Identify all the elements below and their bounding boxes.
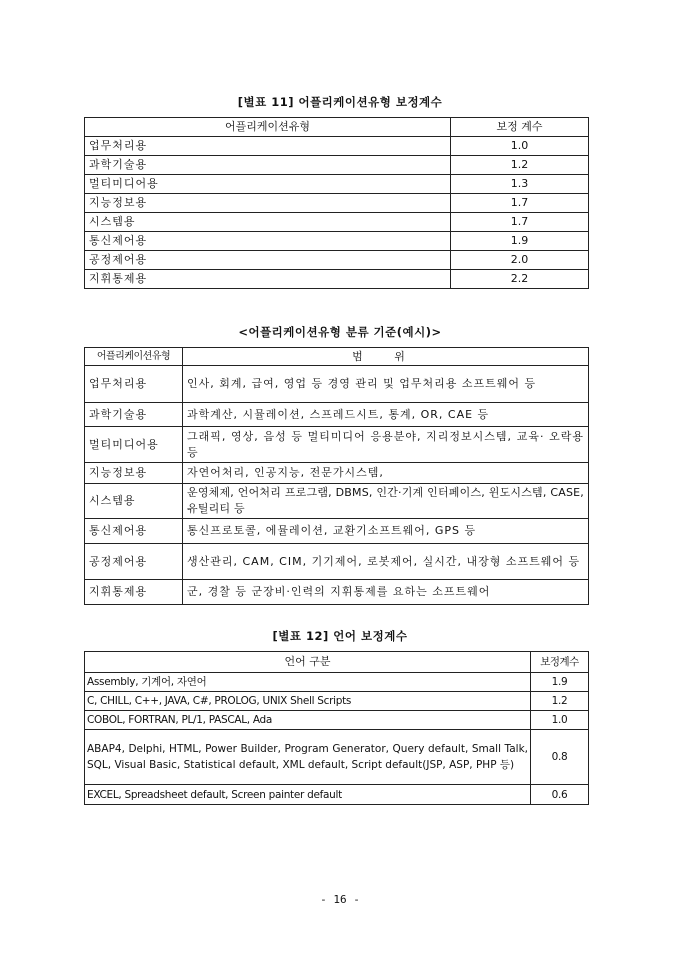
cell-type: 통신제어용	[85, 519, 183, 544]
cell-languages: EXCEL, Spreadsheet default, Screen painter default	[85, 785, 531, 805]
table11-application-type-factor	[84, 117, 589, 289]
table-row	[85, 519, 589, 544]
table-row	[85, 213, 589, 232]
table-row	[85, 366, 589, 403]
cell-factor: 1.9	[531, 673, 589, 692]
table-header-row	[85, 348, 589, 366]
cell-factor: 1.0	[531, 711, 589, 730]
table-row	[85, 785, 589, 805]
cell-languages: ABAP4, Delphi, HTML, Power Builder, Program Generator, Query default, Small Talk, SQL, Visual Basic, Statistical default, XML default, Script default(JSP, ASP, PHP 등)	[85, 730, 531, 785]
cell-type: 업무처리용	[85, 137, 451, 156]
table-row	[85, 403, 589, 427]
table-header-row	[85, 118, 589, 137]
table-row	[85, 484, 589, 519]
table-row	[85, 156, 589, 175]
cell-type: 통신제어용	[85, 232, 451, 251]
cell-languages: COBOL, FORTRAN, PL/1, PASCAL, Ada	[85, 711, 531, 730]
cell-factor: 1.2	[451, 156, 589, 175]
cell-factor: 0.6	[531, 785, 589, 805]
table-row	[85, 232, 589, 251]
cell-factor: 1.3	[451, 175, 589, 194]
cell-range: 생산관리, CAM, CIM, 기기제어, 로봇제어, 실시간, 내장형 소프트웨어 등	[183, 544, 589, 580]
cell-range: 군, 경찰 등 군장비·인력의 지휘통제를 요하는 소프트웨어	[183, 580, 589, 605]
cell-range: 운영체제, 언어처리 프로그램, DBMS, 인간·기계 인터페이스, 윈도시스템, CASE, 유틸리티 등	[183, 484, 589, 519]
header-language: 언어 구분	[85, 652, 531, 673]
cell-type: 지휘통제용	[85, 580, 183, 605]
header-application-type: 어플리케이션유형	[85, 118, 451, 137]
table-row	[85, 427, 589, 463]
cell-range: 자연어처리, 인공지능, 전문가시스템,	[183, 463, 589, 484]
header-range	[183, 348, 589, 366]
table-row	[85, 175, 589, 194]
header-range-text: 범 위	[352, 349, 419, 363]
cell-range: 인사, 회계, 급여, 영업 등 경영 관리 및 업무처리용 소프트웨어 등	[183, 366, 589, 403]
cell-factor: 1.7	[451, 194, 589, 213]
cell-range: 통신프로토콜, 에뮬레이션, 교환기소프트웨어, GPS 등	[183, 519, 589, 544]
table-row	[85, 251, 589, 270]
cell-factor: 1.7	[451, 213, 589, 232]
cell-type: 과학기술용	[85, 403, 183, 427]
table-row	[85, 711, 589, 730]
table-row	[85, 463, 589, 484]
header-factor: 보정 계수	[451, 118, 589, 137]
table-row	[85, 270, 589, 289]
cell-range: 과학계산, 시뮬레이션, 스프레드시트, 통계, OR, CAE 등	[183, 403, 589, 427]
cell-type: 공정제어용	[85, 544, 183, 580]
cell-factor: 1.2	[531, 692, 589, 711]
table-row	[85, 137, 589, 156]
cell-factor: 2.0	[451, 251, 589, 270]
cell-factor: 2.2	[451, 270, 589, 289]
cell-type: 공정제어용	[85, 251, 451, 270]
cell-type: 시스템용	[85, 484, 183, 519]
cell-factor: 1.9	[451, 232, 589, 251]
cell-type: 멀티미디어용	[85, 427, 183, 463]
table-row	[85, 580, 589, 605]
cell-factor: 0.8	[531, 730, 589, 785]
cell-type: 지능정보용	[85, 194, 451, 213]
table-row	[85, 194, 589, 213]
table12-language-factor	[84, 651, 589, 805]
table-row	[85, 730, 589, 785]
header-factor: 보정계수	[531, 652, 589, 673]
classification-table	[84, 347, 589, 605]
table-row	[85, 673, 589, 692]
classification-title: <어플리케이션유형 분류 기준(예시)>	[238, 325, 442, 339]
cell-factor: 1.0	[451, 137, 589, 156]
cell-type: 과학기술용	[85, 156, 451, 175]
table12-title: [별표 12] 언어 보정계수	[272, 629, 408, 643]
cell-type: 지능정보용	[85, 463, 183, 484]
page-number: - 16 -	[320, 893, 360, 906]
cell-type: 업무처리용	[85, 366, 183, 403]
cell-type: 지휘통제용	[85, 270, 451, 289]
cell-type: 시스템용	[85, 213, 451, 232]
table-row	[85, 692, 589, 711]
header-application-type: 어플리케이션유형	[85, 348, 183, 366]
table-row	[85, 544, 589, 580]
cell-range: 그래픽, 영상, 음성 등 멀티미디어 응용분야, 지리정보시스템, 교육· 오락용 등	[183, 427, 589, 463]
cell-languages: C, CHILL, C++, JAVA, C#, PROLOG, UNIX Shell Scripts	[85, 692, 531, 711]
cell-languages: Assembly, 기계어, 자연어	[85, 673, 531, 692]
cell-type: 멀티미디어용	[85, 175, 451, 194]
table-header-row	[85, 652, 589, 673]
table11-title: [별표 11] 어플리케이션유형 보정계수	[237, 95, 443, 109]
